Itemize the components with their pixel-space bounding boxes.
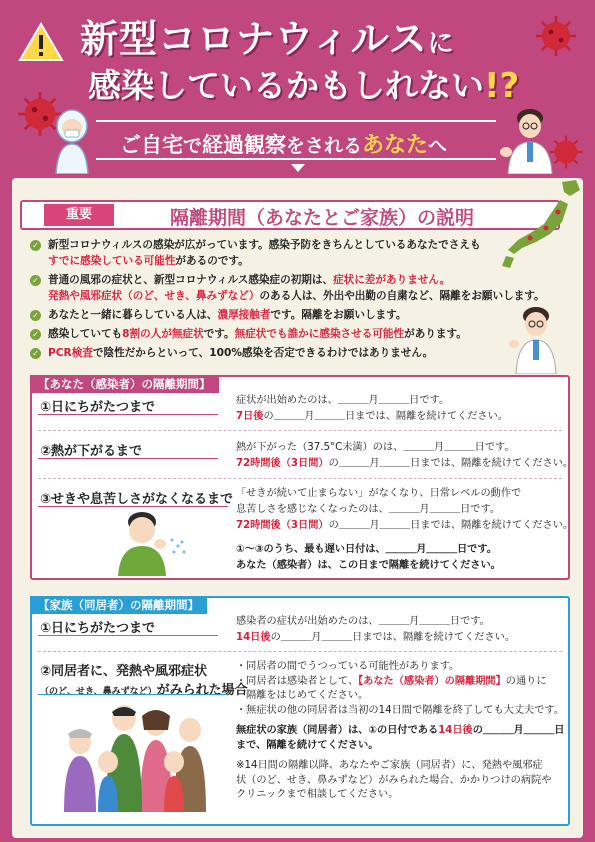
virus-icon [534,14,578,58]
infected-summary: ①～③のうち、最も遅い日付は、＿＿＿月＿＿＿日です。 あなた（感染者）は、この日まで隔離を続けてください。 [236,544,501,571]
list-item: ✓ あなたと一緒に暮らしている人は、濃厚接触者です。隔離をお願いします。 [30,307,550,323]
family-box-label: 【家族（同居者）の隔離期間】 [30,596,207,614]
row-underline [38,635,218,636]
header [0,0,595,175]
divider [38,478,562,479]
infected-row3-text: 「せきが続いて止まらない」がなくなり、日常レベルの動作で 息苦しさを感じなくなったのは、＿＿＿月＿＿＿日です。 72時間後（3日間）の＿＿＿月＿＿＿日までは、隔離を続けてください。 [236,488,574,531]
check-icon: ✓ [30,275,41,286]
warning-icon [18,22,64,62]
row-underline [38,506,228,507]
medical-worker-illustration [52,108,92,174]
down-arrow-icon [291,164,305,172]
check-icon: ✓ [30,348,41,359]
divider [38,430,562,431]
infected-box-label: 【あなた（感染者）の隔離期間】 [30,375,219,393]
important-badge: 重要 [44,204,114,226]
family-illustration [62,700,212,812]
family-row1-title: ①日にちがたつまで [40,621,156,636]
check-icon: ✓ [30,240,41,251]
list-item: ✓ 感染していても8割の人が無症状です。無症状でも誰かに感染させる可能性があります。 [30,326,550,342]
check-icon: ✓ [30,310,41,321]
family-row1-text: 感染者の症状が出始めたのは、＿＿＿月＿＿＿日です。 14日後の＿＿＿月＿＿＿日までは、隔離を続けてください。 [236,616,516,643]
row-underline [38,694,228,695]
coughing-person-illustration [112,508,192,576]
family-row2-notes: ・同居者の間でうつっている可能性があります。 ・同居者は感染者として、【あなた（感染者）の隔離期間】の通りに 隔離をはじめてください。 ・無症状の他の同居者は当初の14日間で隔離を終了しても大丈夫です。 無症状の家族（同居者）は、①の日付である14日後の＿＿＿月＿＿＿日 まで、隔離を続けてください。 ※14日間の隔離以降、あなたやご家族（同居者）に、発熱や風邪症 状（のど、せき、鼻みずなど）がみられた場合、かかりつけの病院や クリニックまで相談してください。 [236,661,565,800]
title-line-2: 感染しているかもしれない!? [88,66,520,106]
title-line-1: 新型コロナウィルスに [80,17,455,61]
list-item: ✓ 普通の風邪の症状と、新型コロナウィルス感染症の初期は、症状に差がありません。 発熱や風邪症状（のど、せき、鼻みずなど）のある人は、外出や出勤の自粛など、隔離をお願いします。 [30,272,550,304]
list-item: ✓ PCR検査で陰性だからといって、100%感染を否定できるわけではありません。 [30,345,550,361]
infected-row3-title: ③せきや息苦しさがなくなるまで [40,492,234,507]
subtitle: ご自宅で経過観察をされるあなたへ [120,133,448,158]
infected-row2-title: ②熱が下がるまで [40,444,143,459]
doctor-illustration [500,108,556,174]
important-title: 隔離期間（あなたとご家族）の説明 [170,207,475,229]
family-row2-title: ②同居者に、発熱や風邪症状 （のど、せき、鼻みずなど）がみられた場合 [40,664,248,698]
check-icon: ✓ [30,329,41,340]
infected-row2-text: 熱が下がった（37.5°C未満）のは、＿＿＿月＿＿＿日です。 72時間後（3日間）の＿＿＿月＿＿＿日までは、隔離を続けてください。 [236,442,574,469]
bullet-list [30,237,550,364]
row-underline [38,414,218,415]
row-underline [38,458,218,459]
divider [38,651,562,652]
list-item: ✓ 新型コロナウィルスの感染が広がっています。感染予防をきちんとしているあなたでさえも すでに感染している可能性があるのです。 [30,237,550,269]
infected-row1-title: ①日にちがたつまで [40,400,156,415]
infected-row1-text: 症状が出始めたのは、＿＿＿月＿＿＿日です。 7日後の＿＿＿月＿＿＿日までは、隔離を続けてください。 [236,395,508,422]
